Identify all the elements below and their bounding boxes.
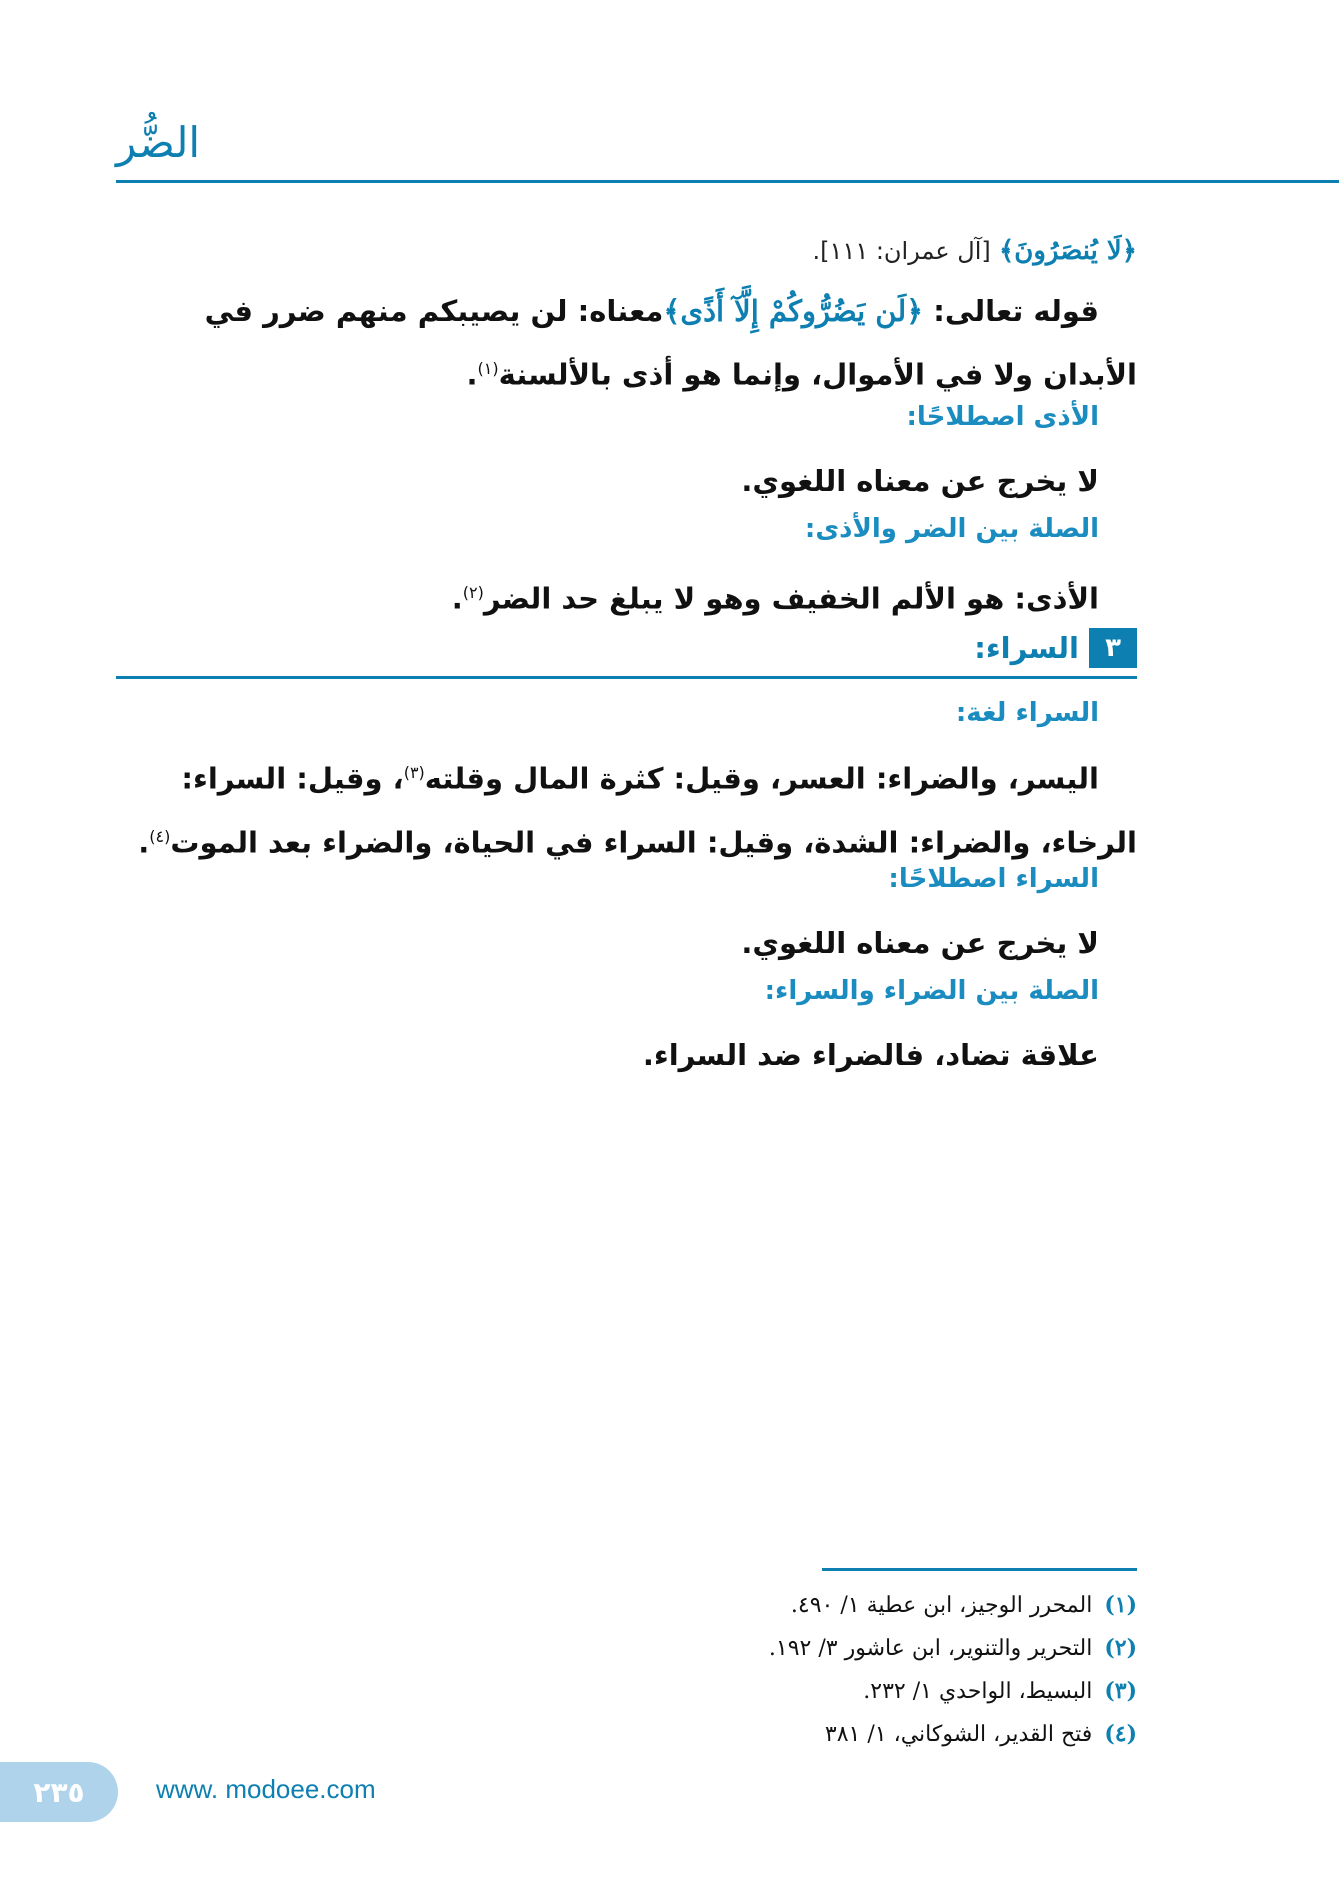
- footnote-marker[interactable]: (١): [477, 359, 499, 378]
- footnote-marker[interactable]: (٣): [403, 763, 425, 782]
- footnote-text: المحرر الوجيز، ابن عطية ١/ ٤٩٠.: [790, 1593, 1093, 1618]
- text-sarra-istilah: لا يخرج عن معناه اللغوي.: [741, 926, 1099, 960]
- heading-sila-adha: الصلة بين الضر والأذى:: [804, 514, 1099, 544]
- heading-adha-istilah: الأذى اصطلاحًا:: [906, 402, 1099, 432]
- footnote-marker[interactable]: (٢): [462, 583, 484, 602]
- website-link[interactable]: www. modoee.com: [156, 1774, 376, 1804]
- verse-continuation: [117, 236, 1137, 266]
- quran-verse: ﴿لَن يَضُرُّوكُمْ إِلَّآ أَذًى﴾: [663, 294, 924, 328]
- text-sila-sarra: علاقة تضاد، فالضراء ضد السراء.: [642, 1038, 1099, 1072]
- paragraph-body: معناه: لن يصيبكم منهم ضرر في الأبدان ولا في الأموال، وإنما هو أذى بالألسنة: [204, 294, 1137, 392]
- sarra-lugha-part-b: ، وقيل: السراء: الرخاء، والضراء: الشدة، وقيل: السراء في الحياة، والضراء بعد الموت: [170, 761, 1137, 860]
- footnote-text: فتح القدير، الشوكاني، ١/ ٣٨١: [824, 1722, 1093, 1747]
- section-number-badge: ٣: [1089, 628, 1137, 668]
- footnote-number: (٢): [1104, 1635, 1137, 1661]
- header-divider: [116, 180, 1339, 183]
- section-title: السراء:: [974, 631, 1079, 665]
- footnote-text: البسيط، الواحدي ١/ ٢٣٢.: [863, 1679, 1093, 1704]
- sila-adha-body: الأذى: هو الألم الخفيف وهو لا يبلغ حد الضر: [483, 581, 1099, 616]
- paragraph-end: .: [451, 581, 463, 616]
- paragraph-verse-explanation: [117, 282, 1137, 404]
- sarra-lugha-part-a: اليسر، والضراء: العسر، وقيل: كثرة المال وقلته: [424, 761, 1099, 796]
- footnote-text: التحرير والتنوير، ابن عاشور ٣/ ١٩٢.: [768, 1636, 1093, 1661]
- quran-verse: ﴿لَا يُنصَرُونَ﴾: [999, 236, 1137, 266]
- heading-sarra-istilah: السراء اصطلاحًا:: [888, 864, 1099, 894]
- page-header-title: الضُّر: [116, 118, 201, 167]
- page-number-badge: ٢٣٥: [0, 1762, 118, 1822]
- footnote-marker[interactable]: (٤): [149, 826, 171, 846]
- heading-sila-sarra: الصلة بين الضراء والسراء:: [764, 976, 1099, 1006]
- footnote-item: [769, 1627, 1137, 1670]
- footnote-item: [769, 1670, 1137, 1713]
- footnote-number: (٤): [1104, 1721, 1137, 1747]
- paragraph-end: .: [466, 357, 478, 392]
- text-sarra-lugha: [117, 744, 1137, 871]
- section-3-heading: [974, 628, 1137, 668]
- paragraph-end: .: [138, 825, 150, 860]
- footnote-item: [769, 1584, 1137, 1627]
- footnotes-list: [769, 1584, 1137, 1756]
- footnote-item: [769, 1713, 1137, 1756]
- footnote-number: (١): [1104, 1592, 1137, 1618]
- verse-reference: [آل عمران: ١١١].: [812, 237, 991, 265]
- text-adha-istilah: لا يخرج عن معناه اللغوي.: [741, 464, 1099, 498]
- heading-sarra-lugha: السراء لغة:: [955, 698, 1099, 728]
- footnote-number: (٣): [1104, 1678, 1137, 1704]
- paragraph-intro: قوله تعالى:: [923, 294, 1099, 328]
- footnotes-divider: [822, 1568, 1137, 1571]
- section-divider: [116, 676, 1137, 679]
- text-sila-adha: [79, 564, 1099, 628]
